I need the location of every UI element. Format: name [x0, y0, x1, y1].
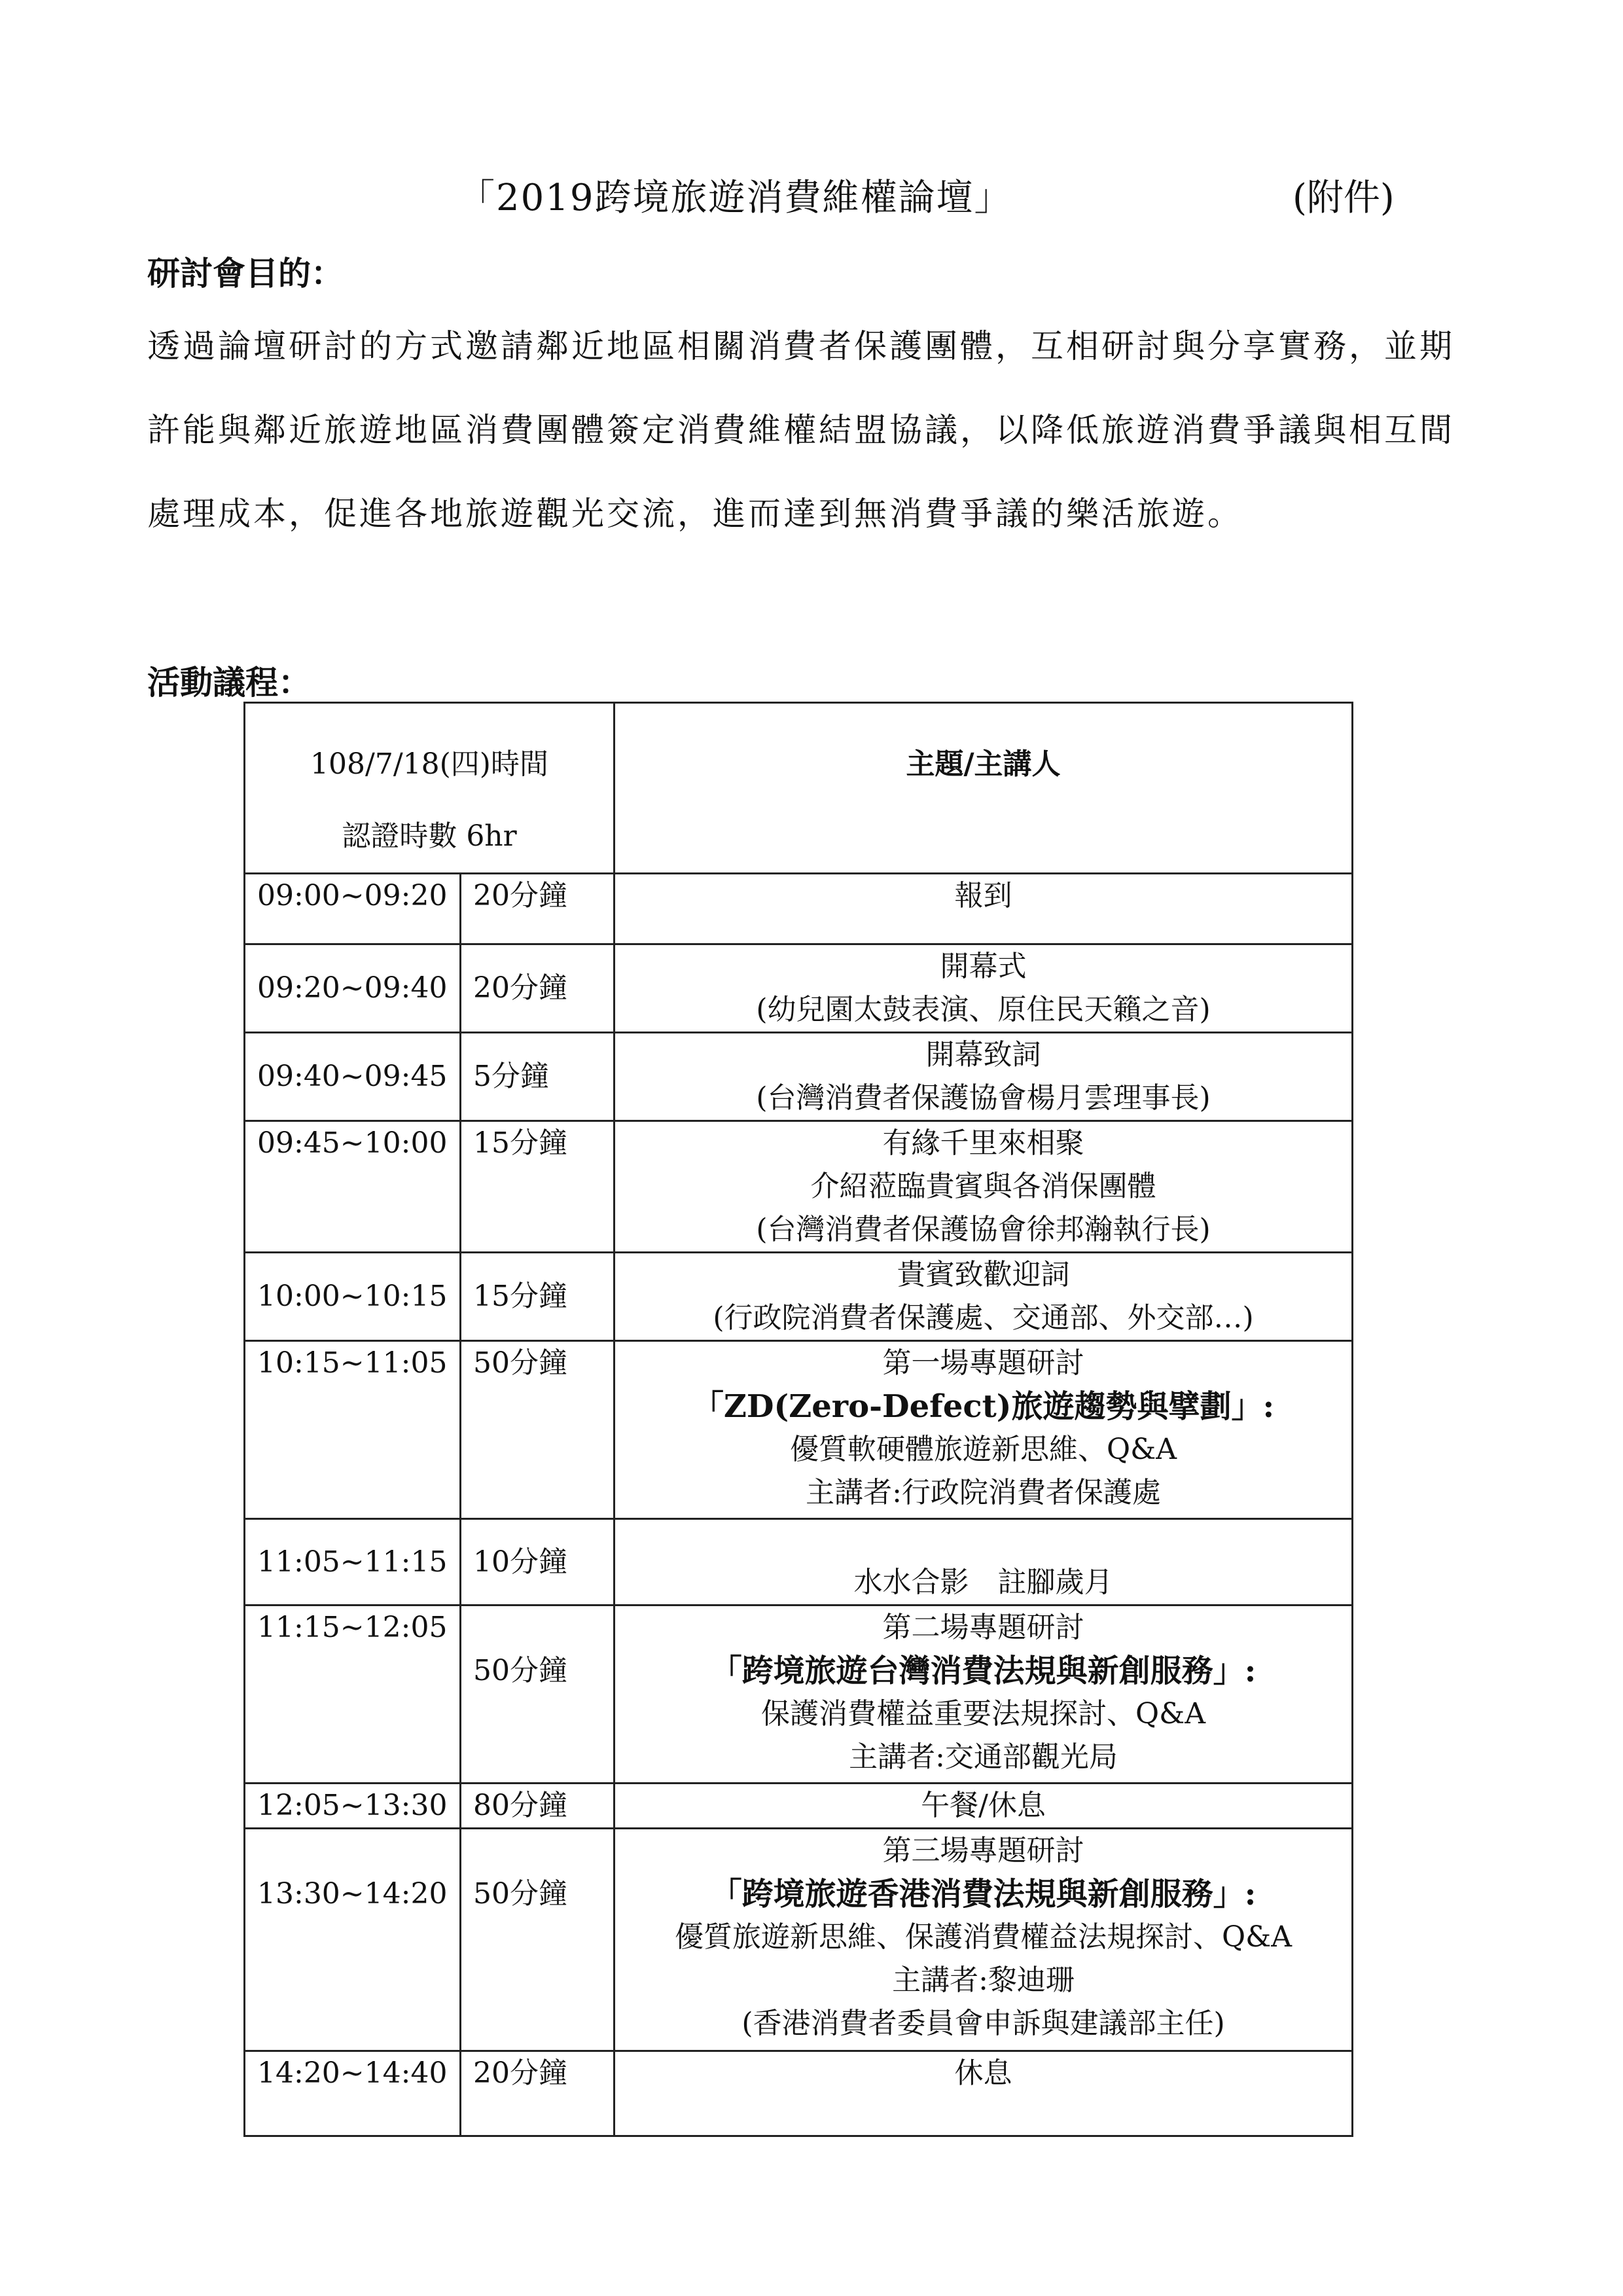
- topic-cell: [615, 1253, 1353, 1341]
- time-cell: 10:15~11:05: [245, 1341, 461, 1519]
- topic-line: (行政院消費者保護處、交通部、外交部…): [713, 1301, 1254, 1335]
- duration-value: 50分鐘: [473, 1877, 567, 1910]
- time-cell: 09:40~09:45: [245, 1033, 461, 1121]
- topic-line: 有緣千里來相聚: [882, 1126, 1084, 1160]
- topic-cell: [615, 1033, 1353, 1121]
- duration-cell: 20分鐘: [461, 874, 615, 944]
- table-row: [245, 1784, 1353, 1829]
- topic-cell: [615, 1605, 1353, 1784]
- topic-line: 主講者:交通部觀光局: [849, 1740, 1118, 1774]
- purpose-paragraph: 透過論壇研討的方式邀請鄰近地區相關消費者保護團體，互相研討與分享實務，並期許能與鄰近旅遊地區消費團體簽定消費維權結盟協議，以降低旅遊消費爭議與相互間處理成本，促進各地旅遊觀光交流，進而達到無消費爭議的樂活旅遊。: [147, 327, 1455, 533]
- agenda-heading: 活動議程：: [147, 663, 311, 702]
- time-cell: 14:20~14:40: [245, 2051, 461, 2136]
- table-row: [245, 1519, 1353, 1605]
- duration-cell: 15分鐘: [461, 1253, 615, 1341]
- duration-value: 50分鐘: [473, 1654, 567, 1687]
- agenda-header-time: [245, 703, 615, 874]
- topic-cell: [615, 1121, 1353, 1253]
- topic-line: 貴賓致歡迎詞: [897, 1258, 1070, 1291]
- table-row: [245, 1253, 1353, 1341]
- topic-line: 休息: [954, 2056, 1012, 2090]
- time-cell: 11:15~12:05: [245, 1605, 461, 1784]
- topic-line: 開幕致詞: [925, 1038, 1041, 1071]
- topic-line: 主講者:行政院消費者保護處: [806, 1476, 1161, 1509]
- topic-cell: [615, 1829, 1353, 2051]
- topic-cell: [615, 1341, 1353, 1519]
- duration-cell: 80分鐘: [461, 1784, 615, 1829]
- topic-line: 報到: [954, 879, 1012, 912]
- duration-cell: 10分鐘: [461, 1519, 615, 1605]
- table-row: [245, 2051, 1353, 2136]
- topic-line: 第一場專題研討: [882, 1346, 1084, 1380]
- topic-cell: [615, 944, 1353, 1033]
- time-cell: 09:00~09:20: [245, 874, 461, 944]
- topic-line: 水水合影 註腳歲月: [853, 1566, 1113, 1599]
- table-row: [245, 1605, 1353, 1784]
- duration-cell: [461, 1829, 615, 2051]
- table-row: [245, 944, 1353, 1033]
- topic-line: 優質軟硬體旅遊新思維、Q&A: [790, 1433, 1177, 1466]
- annex-label: (附件): [1293, 177, 1395, 219]
- table-row: [245, 1341, 1353, 1519]
- header-topic-label: 主題/主講人: [906, 747, 1061, 781]
- header-date-line: 108/7/18(四)時間: [310, 747, 548, 781]
- topic-line: 優質旅遊新思維、保護消費權益法規探討、Q&A: [675, 1920, 1293, 1954]
- purpose-heading: 研討會目的：: [147, 254, 344, 293]
- table-row: [245, 1033, 1353, 1121]
- time-cell: 12:05~13:30: [245, 1784, 461, 1829]
- topic-line: (香港消費者委員會申訴與建議部主任): [741, 2007, 1225, 2040]
- table-row: [245, 1829, 1353, 2051]
- topic-line-emphasis: 「跨境旅遊香港消費法規與新創服務」:: [710, 1876, 1257, 1912]
- topic-line: (台灣消費者保護協會楊月雲理事長): [756, 1081, 1211, 1115]
- topic-cell: [615, 2051, 1353, 2136]
- agenda-header-row: [245, 703, 1353, 874]
- agenda-table: [243, 702, 1353, 2137]
- topic-line: 第三場專題研討: [882, 1834, 1084, 1867]
- time-cell: [245, 1829, 461, 2051]
- table-row: [245, 874, 1353, 944]
- time-cell: 09:45~10:00: [245, 1121, 461, 1253]
- header-hours-line: 認證時數 6hr: [342, 819, 517, 853]
- document-title: 「2019跨境旅遊消費維權論壇」: [458, 177, 1012, 219]
- agenda-header-topic: [615, 703, 1353, 874]
- topic-cell: [615, 1519, 1353, 1605]
- topic-line: 午餐/休息: [921, 1789, 1046, 1822]
- duration-cell: 20分鐘: [461, 944, 615, 1033]
- time-value: 13:30~14:20: [257, 1877, 448, 1910]
- table-row: [245, 1121, 1353, 1253]
- duration-cell: 20分鐘: [461, 2051, 615, 2136]
- topic-cell: [615, 1784, 1353, 1829]
- time-cell: 10:00~10:15: [245, 1253, 461, 1341]
- topic-line: (台灣消費者保護協會徐邦瀚執行長): [756, 1213, 1211, 1246]
- duration-cell: 15分鐘: [461, 1121, 615, 1253]
- time-cell: 11:05~11:15: [245, 1519, 461, 1605]
- topic-line-emphasis: 「跨境旅遊台灣消費法規與新創服務」:: [710, 1653, 1257, 1689]
- topic-line: 開幕式: [940, 950, 1027, 983]
- time-cell: 09:20~09:40: [245, 944, 461, 1033]
- duration-cell: 50分鐘: [461, 1341, 615, 1519]
- topic-cell: [615, 874, 1353, 944]
- topic-line: 介紹蒞臨貴賓與各消保團體: [810, 1170, 1156, 1203]
- topic-line: 主講者:黎迪珊: [892, 1964, 1075, 1997]
- topic-line-emphasis: 「ZD(Zero-Defect)旅遊趨勢與擘劃」:: [692, 1388, 1275, 1425]
- duration-cell: [461, 1605, 615, 1784]
- topic-line: 保護消費權益重要法規探討、Q&A: [761, 1697, 1206, 1731]
- duration-cell: 5分鐘: [461, 1033, 615, 1121]
- topic-line: 第二場專題研討: [882, 1611, 1084, 1644]
- topic-line: (幼兒園太鼓表演、原住民天籟之音): [756, 993, 1211, 1026]
